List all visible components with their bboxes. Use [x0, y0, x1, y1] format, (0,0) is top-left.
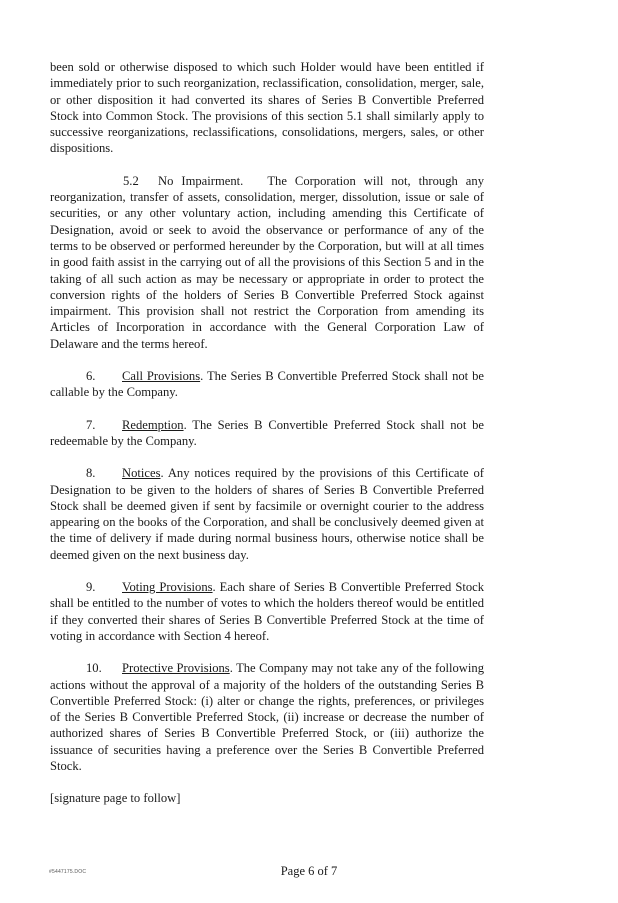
section-heading: Protective Provisions: [122, 661, 230, 676]
section-body: . Any notices required by the provisions of this Certificate of Designation to be given to the holders of shares of Series B Convertible Preferred Stock shall be deemed given if sent by facsimile or overnight courier to the address appearing on the books of the Corporation, and shall be conclusively deemed given at the time of delivery if made during normal business hours, otherwise notice shall be deemed given on the next business day.: [50, 466, 484, 562]
page-number: Page 6 of 7: [280, 864, 338, 878]
section-number: 6.: [86, 369, 96, 384]
section-body: The Corporation will not, through any reorganization, transfer of assets, consolidation, merger, dissolution, issue or sale of securities, or any other voluntary action, including amending this Certificate of Designation, avoid or seek to avoid the observance or performance of any of the terms to be observed or performed hereunder by the Corporation, but will at all times in good faith assist in the carrying out of all the provisions of this Section 5 and in the taking of all such action as may be necessary or appropriate in order to protect the conversion rights of the holders of Series B Convertible Preferred Stock against impairment. This provision shall not restrict the Corporation from amending its Articles of Incorporation in accordance with the General Corporation Law of Delaware and the terms hereof.: [50, 173, 484, 351]
section-number: 9.: [86, 580, 96, 595]
section-body: . The Series B Convertible Preferred Stock shall not be callable by the Company.: [50, 369, 484, 400]
section-number: 5.2: [123, 173, 139, 188]
section-heading: Call Provisions: [122, 369, 201, 384]
section-8: [50, 465, 484, 563]
section-heading: Notices: [122, 466, 161, 481]
section-body: . Each share of Series B Convertible Preferred Stock shall be entitled to the number of votes to which the holders thereof would be entitled if they converted their shares of Series B Convertible Preferred Stock at the time of voting in accordance with Section 4 hereof.: [50, 580, 485, 643]
section-number: 7.: [86, 417, 96, 432]
section-10: [50, 660, 484, 774]
signature-note: [signature page to follow]: [50, 791, 181, 806]
section-9: [50, 579, 484, 644]
section-heading: Redemption: [122, 417, 184, 432]
section-heading: No Impairment.: [158, 173, 244, 188]
document-id: #5447175.DOC: [49, 869, 87, 875]
section-6: [50, 368, 484, 401]
section-heading: Voting Provisions: [122, 580, 213, 595]
paragraph-5-1-continuation: been sold or otherwise disposed to which such Holder would have been entitled if immediately prior to such reorganization, reclassification, consolidation, merger, sale, or other disposition it had converted its shares of Series B Convertible Preferred Stock into Common Stock. The provisions of this section 5.1 shall similarly apply to successive reorganizations, reclassifications, consolidations, mergers, sales, or other dispositions.: [50, 60, 484, 156]
document-body: [50, 59, 484, 807]
section-number: 8.: [86, 466, 96, 481]
section-number: 10.: [86, 661, 102, 676]
section-5-2: [50, 173, 484, 352]
section-7: [50, 417, 484, 450]
section-body: . The Company may not take any of the following actions without the approval of a majority of the holders of the outstanding Series B Convertible Preferred Stock: (i) alter or change the rights, preferences, or privileges of the Series B Convertible Preferred Stock, (ii) increase or decrease the number of authorized shares of Series B Convertible Preferred Stock, or (iii) authorize the issuance of securities having a preference over the Series B Convertible Preferred Stock.: [50, 661, 484, 773]
section-body: . The Series B Convertible Preferred Stock shall not be redeemable by the Company.: [50, 417, 484, 448]
